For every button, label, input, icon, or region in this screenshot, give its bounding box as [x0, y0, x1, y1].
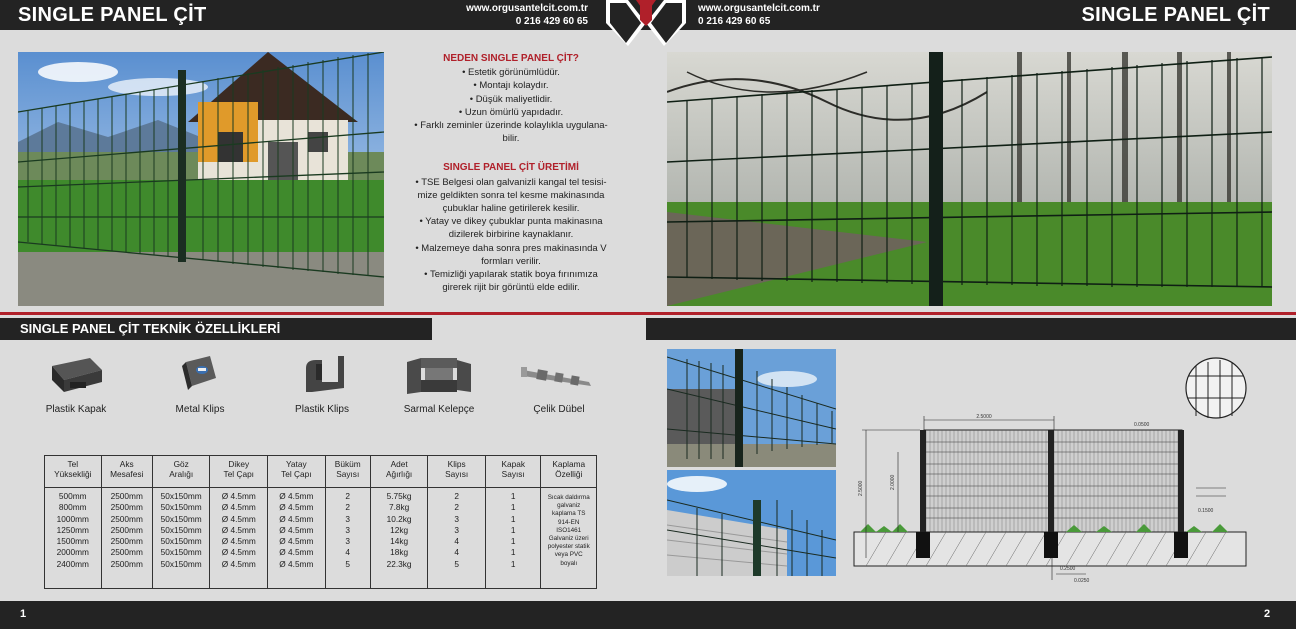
- info-text-block: [396, 52, 626, 294]
- dim-bottom-b-label: 0.0250: [1074, 578, 1090, 584]
- dim-width-label: 2.5000: [976, 414, 992, 420]
- fence-house-photo: [18, 52, 384, 306]
- why-item: • Farklı zeminler üzerinde kolaylıkla uygulana-: [414, 120, 608, 132]
- column-wire-height: 500mm 800mm 1000mm 1250mm 1500mm 2000mm 2400mm: [45, 488, 102, 589]
- why-heading: NEDEN SINGLE PANEL ÇİT?: [443, 53, 579, 64]
- column-vertical-wire: Ø 4.5mm Ø 4.5mm Ø 4.5mm Ø 4.5mm Ø 4.5mm Ø 4.5mm Ø 4.5mm: [210, 488, 268, 589]
- part-plastic-clip: [282, 352, 362, 415]
- phone-right: 0 216 429 60 65: [698, 16, 771, 27]
- section-title: SINGLE PANEL ÇİT TEKNİK ÖZELLİKLERİ: [20, 321, 281, 336]
- part-steel-anchor: [516, 352, 602, 415]
- why-item: • Montajı kolaydır.: [473, 80, 549, 92]
- page-title-left: SINGLE PANEL ÇİT: [18, 4, 207, 26]
- column-bend-count: 2 2 3 3 3 4 5: [325, 488, 370, 589]
- production-item: • Yatay ve dikey çubuklar punta makinasına: [419, 216, 603, 228]
- production-item: mize geldikten sonra tel kesme makinasında: [417, 189, 605, 201]
- why-item: bilir.: [502, 133, 520, 145]
- part-metal-clip: [160, 352, 240, 415]
- steel-anchor-icon: [519, 352, 599, 398]
- production-item: • TSE Belgesi olan galvanizli kangal tel tesisi-: [415, 176, 607, 188]
- production-item: çubuklar haline getirilerek kesilir.: [442, 203, 580, 215]
- header-cell: Tel Yüksekliği: [45, 456, 102, 488]
- column-cap-count: 1 1 1 1 1 1 1: [485, 488, 541, 589]
- why-item: • Uzun ömürlü yapıdadır.: [458, 106, 564, 118]
- part-plastic-cap: [36, 352, 116, 415]
- header-cell: Kaplama Özelliği: [541, 456, 597, 488]
- fence-building-photo-bottom: [667, 470, 836, 576]
- dim-bottom-a-label: 0.2500: [1060, 566, 1076, 572]
- divider-red-line: [0, 312, 1296, 315]
- production-item: formları verilir.: [481, 255, 541, 267]
- part-label: Plastik Klips: [295, 404, 349, 415]
- production-item: dizilerek birbirine kaynaklanır.: [448, 229, 574, 241]
- part-spiral-clamp: [396, 352, 482, 415]
- production-heading: SINGLE PANEL ÇİT ÜRETİMİ: [443, 162, 579, 174]
- footer-bar: [0, 601, 1296, 629]
- production-item: girerek rijit bir görüntü elde edilir.: [442, 282, 580, 294]
- header-cell: Kapak Sayısı: [485, 456, 541, 488]
- why-item: • Düşük maliyetlidir.: [469, 93, 553, 105]
- column-coating: Sıcak daldırma galvaniz kaplama TS 914-EN ISO1461 Galvaniz üzeri polyester statik veya PVC boyalı: [541, 488, 597, 589]
- header-cell: Dikey Tel Çapı: [210, 456, 268, 488]
- why-item: • Estetik görünümlüdür.: [462, 67, 560, 79]
- detail-circle-icon: [1186, 358, 1246, 418]
- spec-table: [44, 455, 597, 589]
- plastic-cap-icon: [46, 352, 106, 398]
- phone-left: 0 216 429 60 65: [515, 16, 588, 27]
- column-mesh-size: 50x150mm 50x150mm 50x150mm 50x150mm 50x150mm 50x150mm 50x150mm: [152, 488, 210, 589]
- spec-table-header-row: [45, 456, 597, 488]
- column-unit-weight: 5.75kg 7.8kg 10.2kg 12kg 14kg 18kg 22.3kg: [370, 488, 428, 589]
- column-horizontal-wire: Ø 4.5mm Ø 4.5mm Ø 4.5mm Ø 4.5mm Ø 4.5mm Ø 4.5mm Ø 4.5mm: [268, 488, 326, 589]
- dim-side-label: 0.1500: [1198, 508, 1214, 514]
- fence-park-photo: [667, 52, 1272, 306]
- part-label: Çelik Dübel: [533, 404, 585, 415]
- fence-building-photo-top: [667, 349, 836, 467]
- dim-top-label: 0.0500: [1134, 422, 1150, 428]
- column-axis-distance: 2500mm 2500mm 2500mm 2500mm 2500mm 2500mm 2500mm: [101, 488, 152, 589]
- page-title-right: SINGLE PANEL ÇİT: [1081, 4, 1270, 26]
- fence-technical-drawing: [846, 346, 1256, 586]
- plastic-clip-icon: [292, 352, 352, 398]
- header-cell: Aks Mesafesi: [101, 456, 152, 488]
- production-item: • Malzemeye daha sonra pres makinasında V: [415, 242, 607, 254]
- brand-logo-icon: [596, 0, 696, 46]
- website-link-right[interactable]: www.orgusantelcit.com.tr: [698, 3, 820, 14]
- header-cell: Adet Ağırlığı: [370, 456, 428, 488]
- section-bar-arrow: [420, 318, 432, 340]
- contact-left: [460, 2, 588, 28]
- header-cell: Yatay Tel Çapı: [268, 456, 326, 488]
- page-number-right: 2: [1264, 608, 1271, 620]
- spiral-clamp-icon: [401, 352, 477, 398]
- contact-right: [698, 2, 820, 28]
- metal-clip-icon: [170, 352, 230, 398]
- spec-table-body-row: [45, 488, 597, 589]
- website-link-left[interactable]: www.orgusantelcit.com.tr: [466, 3, 588, 14]
- part-label: Metal Klips: [175, 404, 225, 415]
- part-label: Plastik Kapak: [45, 404, 107, 415]
- production-item: • Temizliği yapılarak statik boya fırınımıza: [424, 269, 598, 281]
- dim-height-total-label: 2.5000: [858, 480, 864, 496]
- column-clip-count: 2 2 3 3 4 4 5: [428, 488, 486, 589]
- header-cell: Büküm Sayısı: [325, 456, 370, 488]
- part-label: Sarmal Kelepçe: [403, 404, 475, 415]
- header-cell: Göz Aralığı: [152, 456, 210, 488]
- dim-height-panel-label: 2.0000: [890, 474, 896, 490]
- section-bar-right: [646, 318, 1296, 340]
- page-number-left: 1: [20, 608, 27, 620]
- header-cell: Klips Sayısı: [428, 456, 486, 488]
